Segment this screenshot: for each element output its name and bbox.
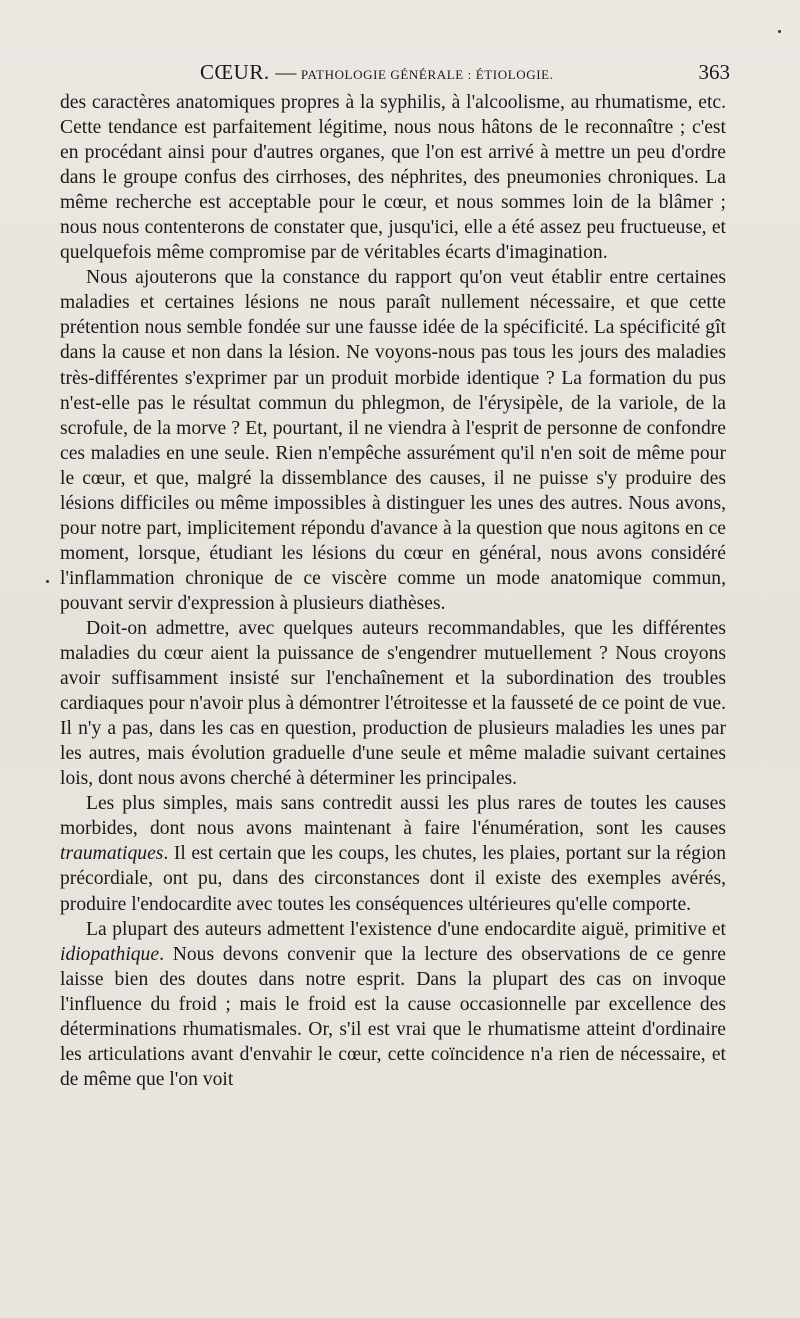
page-number: 363 [698, 60, 730, 84]
running-header [200, 60, 730, 86]
body-text [60, 90, 726, 1092]
paragraph [60, 791, 726, 916]
italic-term: idiopathique [60, 943, 160, 965]
speck-mark [778, 30, 781, 33]
paragraph-text: Nous ajouterons que la constance du rapport qu'on veut établir entre certaines maladies et certaines lésions ne nous paraît nullement nécessaire, et que cette prétention nous semble fondée sur une fausse idée de la spécificité. La spécificité gît dans la cause et non dans la lésion. Ne voyons-nous pas tous les jours des maladies très-différentes s'exprimer par un produit morbide identique ? La formation du pus n'est-elle pas le résultat commun du phlegmon, de l'érysipèle, de la variole, de la scrofule, de la morve ? Et, pourtant, il ne viendra à l'esprit de personne de confondre ces maladies en une seule. Rien n'empêche assurément qu'il n'en soit de même pour le cœur, et que, malgré la dissemblance des causes, il ne puisse s'y produire des lésions difficiles ou même impossibles à distinguer les unes des autres. Nous avons, pour notre part, implicitement répondu d'avance à la question que nous agitons en ce moment, lorsque, étudiant les lésions du cœur en général, nous avons considéré l'inflammation chronique de ce viscère comme un mode anatomique commun, pouvant servir d'expression à plusieurs diathèses. [60, 267, 726, 614]
paragraph [60, 616, 726, 791]
italic-term: traumatiques [60, 843, 164, 865]
paragraph-text: des caractères anatomiques propres à la syphilis, à l'alcoolisme, au rhumatisme, etc. Cette tendance est parfaitement légitime, nous nous hâtons de le reconnaître ; c'est en procédant ainsi pour d'autres organes, que l'on est arrivé à mettre un peu d'ordre dans le groupe confus des cirrhoses, des néphrites, des pneumonies chroniques. La même recherche est acceptable pour le cœur, et nous sommes loin de la blâmer ; nous nous contenterons de constater que, jusqu'ici, elle a été assez peu fructueuse, et quelquefois même compromise par de véritables écarts d'imagination. [60, 92, 726, 264]
paragraph-text: La plupart des auteurs admettent l'existence d'une endocardite aiguë, primitive et [86, 918, 726, 940]
header-title [200, 60, 554, 85]
paragraph [60, 265, 726, 616]
paragraph [60, 917, 726, 1092]
speck-mark [46, 580, 49, 583]
paragraph-text: Doit-on admettre, avec quelques auteurs recommandables, que les différentes maladies du cœur aient la puissance de s'engendrer mutuellement ? Nous croyons avoir suffisamment insisté sur l'enchaînement et la subordination des troubles cardiaques pour n'avoir plus à démontrer l'étroitesse et la fausseté de ce point de vue. Il n'y a pas, dans les cas en question, production de plusieurs maladies les unes par les autres, mais évolution graduelle d'une seule et même maladie suivant certaines lois, dont nous avons cherché à déterminer les principales. [60, 617, 726, 790]
paragraph-text: . Nous devons convenir que la lecture des observations de ce genre laisse bien des doutes dans notre esprit. Dans la plupart des cas on invoque l'influence du froid ; mais le froid est la cause occasionnelle par excellence des déterminations rhumatismales. Or, s'il est vrai que le rhumatisme atteint d'ordinaire les articulations avant d'envahir le cœur, cette coïncidence n'a rien de nécessaire, et de même que l'on voit [60, 943, 726, 1090]
paragraph [60, 90, 726, 265]
header-subtitle: PATHOLOGIE GÉNÉRALE : ÉTIOLOGIE. [300, 67, 554, 82]
header-title-text: CŒUR. — [200, 60, 297, 84]
paragraph-text: Les plus simples, mais sans contredit aussi les plus rares de toutes les causes morbides, dont nous avons maintenant à faire l'énumération, sont les causes [60, 793, 726, 840]
paragraph-text: . Il est certain que les coups, les chutes, les plaies, portant sur la région précordiale, ont pu, dans des circonstances dont il existe des exemples avérés, produire l'endocardite avec toutes les conséquences ultérieures qu'elle comporte. [60, 843, 726, 915]
